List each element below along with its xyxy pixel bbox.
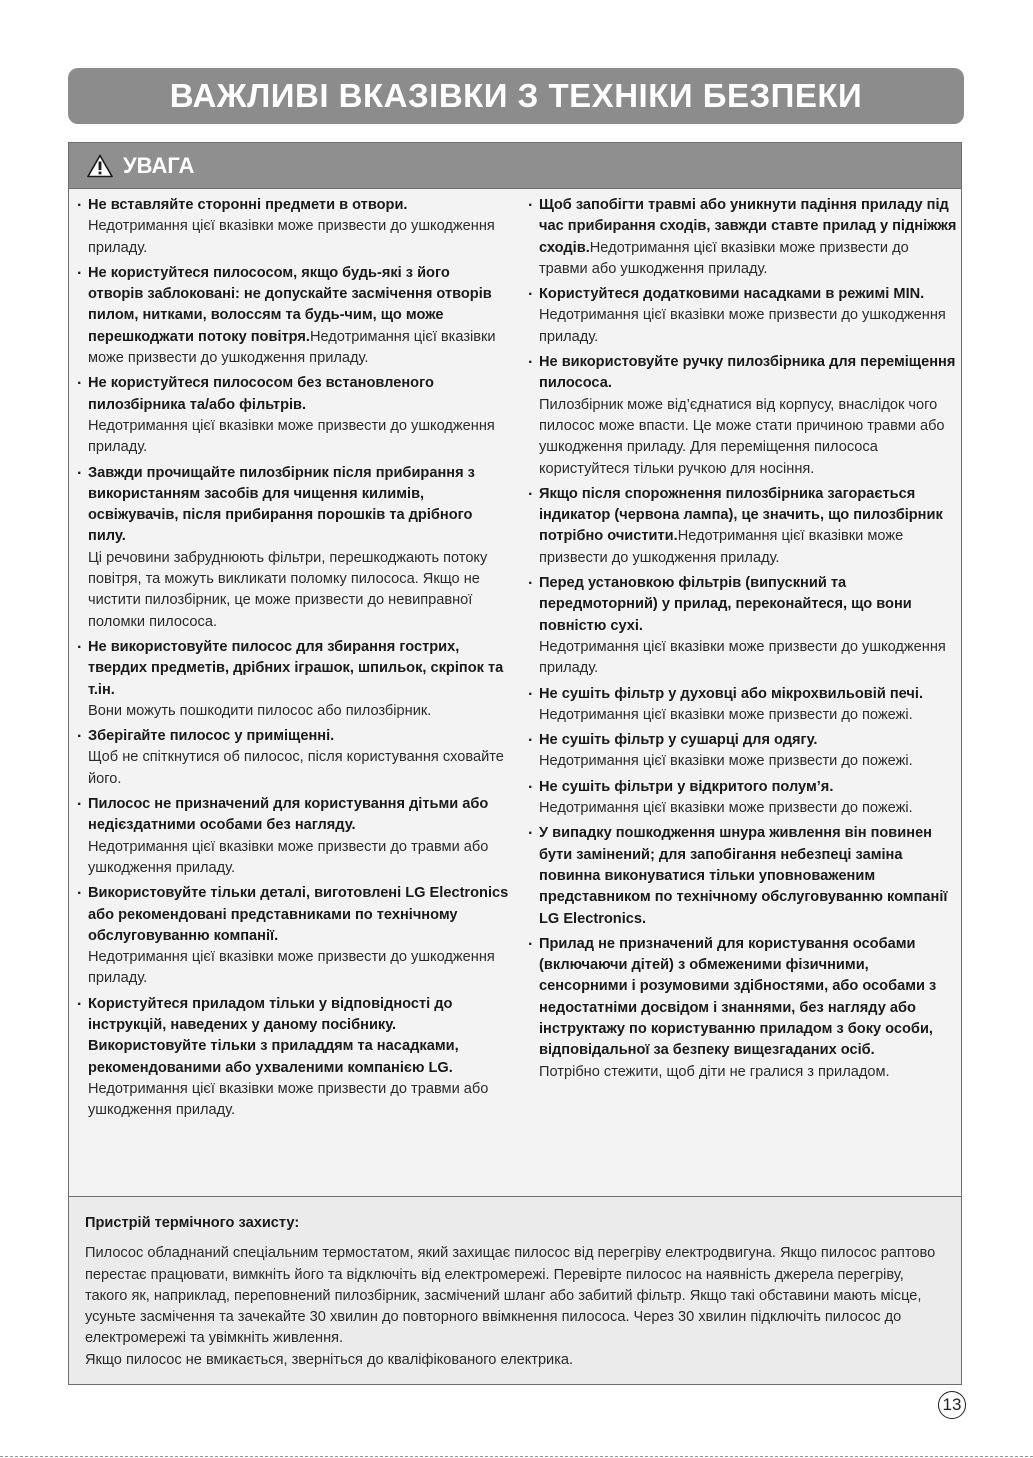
warning-item (77, 994, 509, 1122)
warning-item-description: Недотримання цієї вказівки може призвести до пожежі. (539, 706, 913, 723)
warning-item-consequence: Недотримання цієї вказівки може призвести до ушкодження приладу. (539, 528, 904, 566)
warning-item (528, 777, 958, 820)
warning-item-description: Потрібно стежити, щоб діти не гралися з приладом. (539, 1063, 890, 1080)
warning-item (77, 794, 509, 879)
warning-item-heading: Пилосос не призначений для користування дітьми або недієздатними особами без нагляду. (88, 796, 489, 834)
warning-item-description: Вони можуть пошкодити пилосос або пилозбірник. (88, 702, 432, 719)
warning-item-heading: Не сушіть фільтр у духовці або мікрохвильовій печі. (539, 685, 923, 702)
warning-item-heading: Зберігайте пилосос у приміщенні. (88, 728, 335, 745)
warning-item-heading: Не вставляйте сторонні предмети в отвори. (88, 197, 408, 213)
warning-item-heading: Не користуйтеся пилососом, якщо будь-які з його отворів заблоковані: не допускайте засмічення отворів пилом, нитками, волоссям та будь-чим, що може перешкоджати потоку повітря. (88, 264, 492, 345)
warning-label: УВАГА (123, 152, 195, 178)
warning-header (69, 143, 961, 189)
warning-item (528, 573, 958, 679)
warning-item-heading: У випадку пошкодження шнура живлення він повинен бути замінений; для запобігання небезпеці заміна повинна виконуватися тільки уповноваженим представником по технічному обслуговуванню компанії LG Electronics. (539, 825, 948, 927)
warning-item (77, 263, 509, 369)
warning-item (77, 195, 509, 259)
warning-item (528, 823, 958, 929)
warning-item (77, 726, 509, 790)
warning-item (528, 730, 958, 773)
warning-item-description: Пилозбірник може від’єднатися від корпусу, внаслідок чого пилосос може впасти. Це може стати причиною травми або ушкодження приладу. Для переміщення пилососа користуйтеся тільки ручкою для носіння. (539, 396, 945, 477)
warning-item-heading: Користуйтеся додатковими насадками в режимі MIN. (539, 286, 925, 303)
warning-item-description: Ці речовини забруднюють фільтри, перешкоджають потоку повітря, та можуть викликати поломку пилососа. Якщо не чистити пилозбірник, це може призвести до невиправної поломки пилососа. (88, 549, 488, 630)
warning-item-description: Недотримання цієї вказівки може призвести до ушкодження приладу. (88, 949, 495, 987)
warning-item-heading: Не використовуйте пилосос для збирання гострих, твердих предметів, дрібних іграшок, шпильок, скріпок та т.ін. (88, 638, 504, 698)
warning-column-right (528, 195, 958, 1087)
thermal-protection-section (68, 1196, 962, 1385)
warning-item-heading: Використовуйте тільки деталі, виготовлені LG Electronics або рекомендовані представниками по технічному обслуговуванню компанії. (88, 885, 509, 944)
warning-item-description: Недотримання цієї вказівки може призвести до ушкодження приладу. (539, 307, 946, 345)
warning-item-heading: Користуйтеся приладом тільки у відповідності до інструкцій, наведених у даному посібнику. Використовуйте тільки з приладдям та насадками, рекомендованими або ухваленими компанією LG. (88, 995, 459, 1076)
warning-item-heading: Якщо після спорожнення пилозбірника загорається індикатор (червона лампа), це значить, що пилозбірник потрібно очистити. (539, 485, 943, 545)
warning-item (77, 463, 509, 633)
thermal-title: Пристрій термічного захисту: (85, 1215, 300, 1231)
warning-item (528, 934, 958, 1083)
warning-item-description: Недотримання цієї вказівки може призвести до пожежі. (539, 800, 913, 817)
warning-item-heading: Щоб запобігти травмі або уникнути падіння приладу під час прибирання сходів, завжди ставте прилад у підніжжя сходів. (539, 197, 957, 256)
warning-item (528, 352, 958, 480)
thermal-paragraph: Пилосос обладнаний спеціальним термостатом, який захищає пилосос від перегріву електродвигуна. Якщо пилосос раптово перестає працювати, вимкніть його та відключіть від електромережі. Перевірте пилосос на наявність джерела перегріву, такого як, наприклад, переповнений пилозбірник, засмічений шланг або забитий фільтр. Якщо такі обставини мають місце, усуньте засмічення та зачекайте 30 хвилин до повторного ввімкнення пилососа. Через 30 хвилин підключіть пилосос до електромережі та увімкніть живлення. (85, 1245, 936, 1347)
title-banner (68, 68, 964, 124)
warning-section (68, 142, 962, 1196)
warning-item-heading: Не використовуйте ручку пилозбірника для переміщення пилососа. (539, 354, 956, 392)
thermal-paragraph-electrician: Якщо пилосос не вмикається, зверніться до кваліфікованого електрика. (85, 1351, 574, 1368)
warning-item-description: Недотримання цієї вказівки може призвести до ушкодження приладу. (88, 218, 495, 256)
warning-item-consequence: Недотримання цієї вказівки може призвести до травми або ушкодження приладу. (539, 239, 909, 277)
warning-item-description: Недотримання цієї вказівки може призвести до ушкодження приладу. (88, 417, 495, 456)
warning-item (528, 684, 958, 727)
warning-item (528, 484, 958, 569)
warning-item (77, 373, 509, 458)
warning-triangle-icon (87, 154, 113, 178)
warning-item-description: Недотримання цієї вказівки може призвести до травми або ушкодження приладу. (88, 838, 489, 876)
warning-item-description: Недотримання цієї вказівки може призвести до пожежі. (539, 753, 913, 770)
warning-item-heading: Не сушіть фільтри у відкритого полум’я. (539, 778, 834, 795)
warning-item-heading: Завжди прочищайте пилозбірник після прибирання з використанням засобів для чищення килимів, освіжувачів, після прибирання порошків та дрібного пилу. (88, 464, 475, 545)
warning-column-left (77, 195, 509, 1125)
warning-item-heading: Не користуйтеся пилососом без встановленого пилозбірника та/або фільтрів. (88, 375, 434, 413)
warning-item (77, 883, 509, 989)
warning-item (77, 637, 509, 722)
warning-item-description: Щоб не спіткнутися об пилосос, після користування сховайте його. (88, 749, 504, 787)
warning-item-description: Недотримання цієї вказівки може призвести до ушкодження приладу. (539, 638, 946, 677)
warning-item-heading: Не сушіть фільтр у сушарці для одягу. (539, 732, 818, 749)
warning-item-heading: Прилад не призначений для користування особами (включаючи дітей) з обмеженими фізичними, сенсорними і розумовими здібностями, або особами з недостатніми досвідом і знаннями, без нагляду або інструктажу по користуванню приладом з боку особи, відповідальної за безпеку вищезгаданих осіб. (539, 935, 937, 1059)
page-title: ВАЖЛИВІ ВКАЗІВКИ З ТЕХНІКИ БЕЗПЕКИ (169, 77, 863, 114)
warning-item-description: Недотримання цієї вказівки може призвести до травми або ушкодження приладу. (88, 1080, 489, 1119)
warning-item-heading: Перед установкою фільтрів (випускний та передмоторний) у прилад, переконайтеся, що вони повністю сухі. (539, 575, 912, 634)
page-number: 13 (938, 1391, 966, 1419)
warning-item (528, 195, 958, 280)
warning-item (528, 284, 958, 348)
warning-item-consequence: Недотримання цієї вказівки може призвести до ушкодження приладу. (88, 328, 496, 367)
